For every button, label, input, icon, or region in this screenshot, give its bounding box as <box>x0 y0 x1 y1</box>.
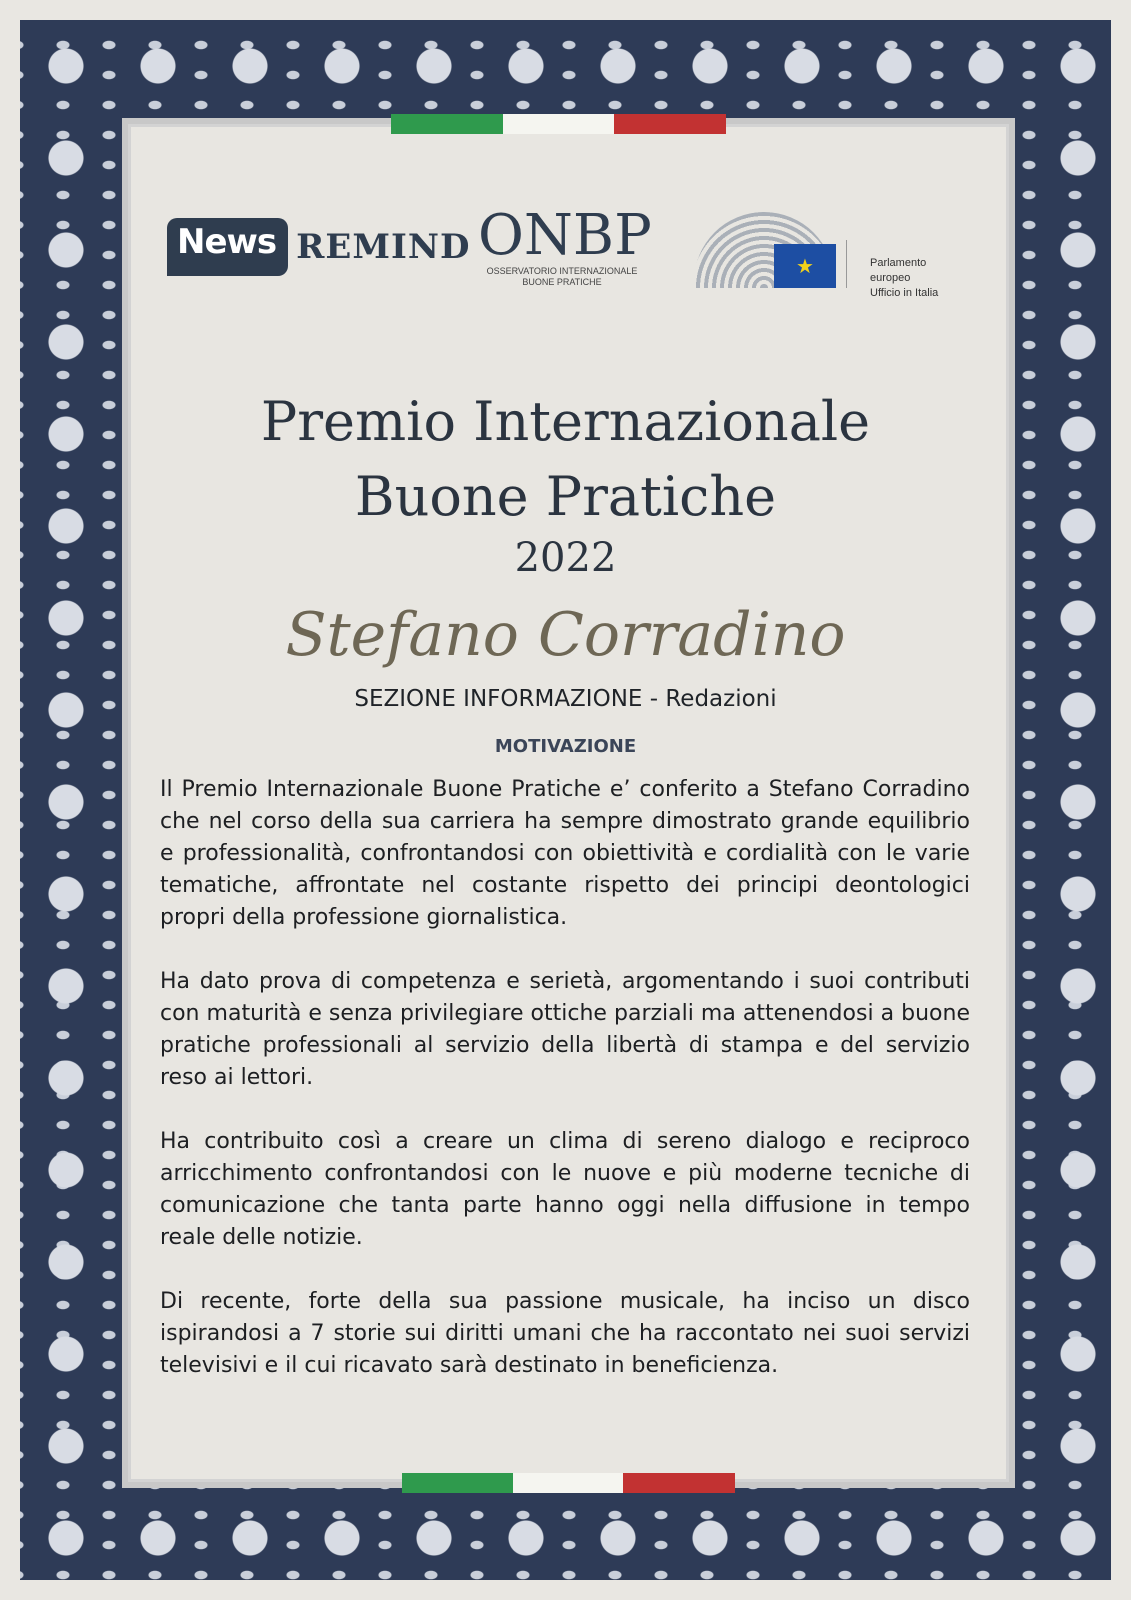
parlamento-line1: Parlamento europeo <box>870 257 927 284</box>
recipient-name: Stefano Corradino <box>285 600 846 670</box>
motivation-paragraph-1: Il Premio Internazionale Buone Pratiche e’ conferito a Stefano Corradino che nel corso della sua carriera ha sempre dimostrato grande equilibrio e professionalità, confrontandosi con obiettività e cordialità con le varie tematiche, affrontate nel costante rispetto dei principi deontologici propri della professione giornalistica. <box>160 777 970 930</box>
logo-divider <box>846 240 847 288</box>
news-remind-logo <box>167 218 470 276</box>
flag-strip-green-bottom <box>402 1473 514 1493</box>
onbp-caption-line2: BUONE PRATICHE <box>522 277 602 287</box>
flag-strip-red-top <box>614 114 726 134</box>
motivation-paragraph-3: Ha contribuito così a creare un clima di sereno dialogo e reciproco arricchimento confrontandosi con le nuove e più moderne tecniche di comunicazione che tanta parte hanno oggi nella diffusione in tempo reale delle notizie. <box>160 1129 970 1250</box>
award-section: SEZIONE INFORMAZIONE - Redazioni <box>354 686 777 712</box>
flag-strip-white-top <box>503 114 615 134</box>
award-year: 2022 <box>514 535 617 581</box>
award-title-line1: Premio Internazionale <box>260 390 871 453</box>
onbp-caption-line1: OSSERVATORIO INTERNAZIONALE <box>486 266 638 276</box>
parlamento-europeo-logo <box>694 210 969 299</box>
motivation-paragraph-2: Ha dato prova di competenza e serietà, argomentando i suoi contributi con maturità e senza privilegiare ottiche parziali ma attenendosi a buone pratiche professionali al servizio della libertà di stampa e del servizio reso ai lettori. <box>160 969 970 1090</box>
news-badge: News <box>167 218 288 276</box>
flag-strip-white-bottom <box>513 1473 625 1493</box>
onbp-logo <box>478 203 652 288</box>
parlamento-line2: Ufficio in Italia <box>870 287 939 299</box>
motivation-paragraph-4: Di recente, forte della sua passione musicale, ha inciso un disco ispirandosi a 7 storie sui diritti umani che ha raccontato nei suoi servizi televisivi e il cui ricavato sarà destinato in beneficienza. <box>160 1289 970 1378</box>
remind-wordmark: REMIND <box>296 227 471 267</box>
flag-strip-green-top <box>391 114 503 134</box>
award-title-line2: Buone Pratiche <box>354 465 777 528</box>
onbp-mark: ONBP <box>478 203 652 268</box>
motivation-label: MOTIVAZIONE <box>494 736 637 757</box>
parlamento-text <box>870 256 969 301</box>
eu-flag-icon: ★ <box>774 244 836 288</box>
motivation-body <box>160 774 970 1414</box>
flag-strip-red-bottom <box>623 1473 735 1493</box>
